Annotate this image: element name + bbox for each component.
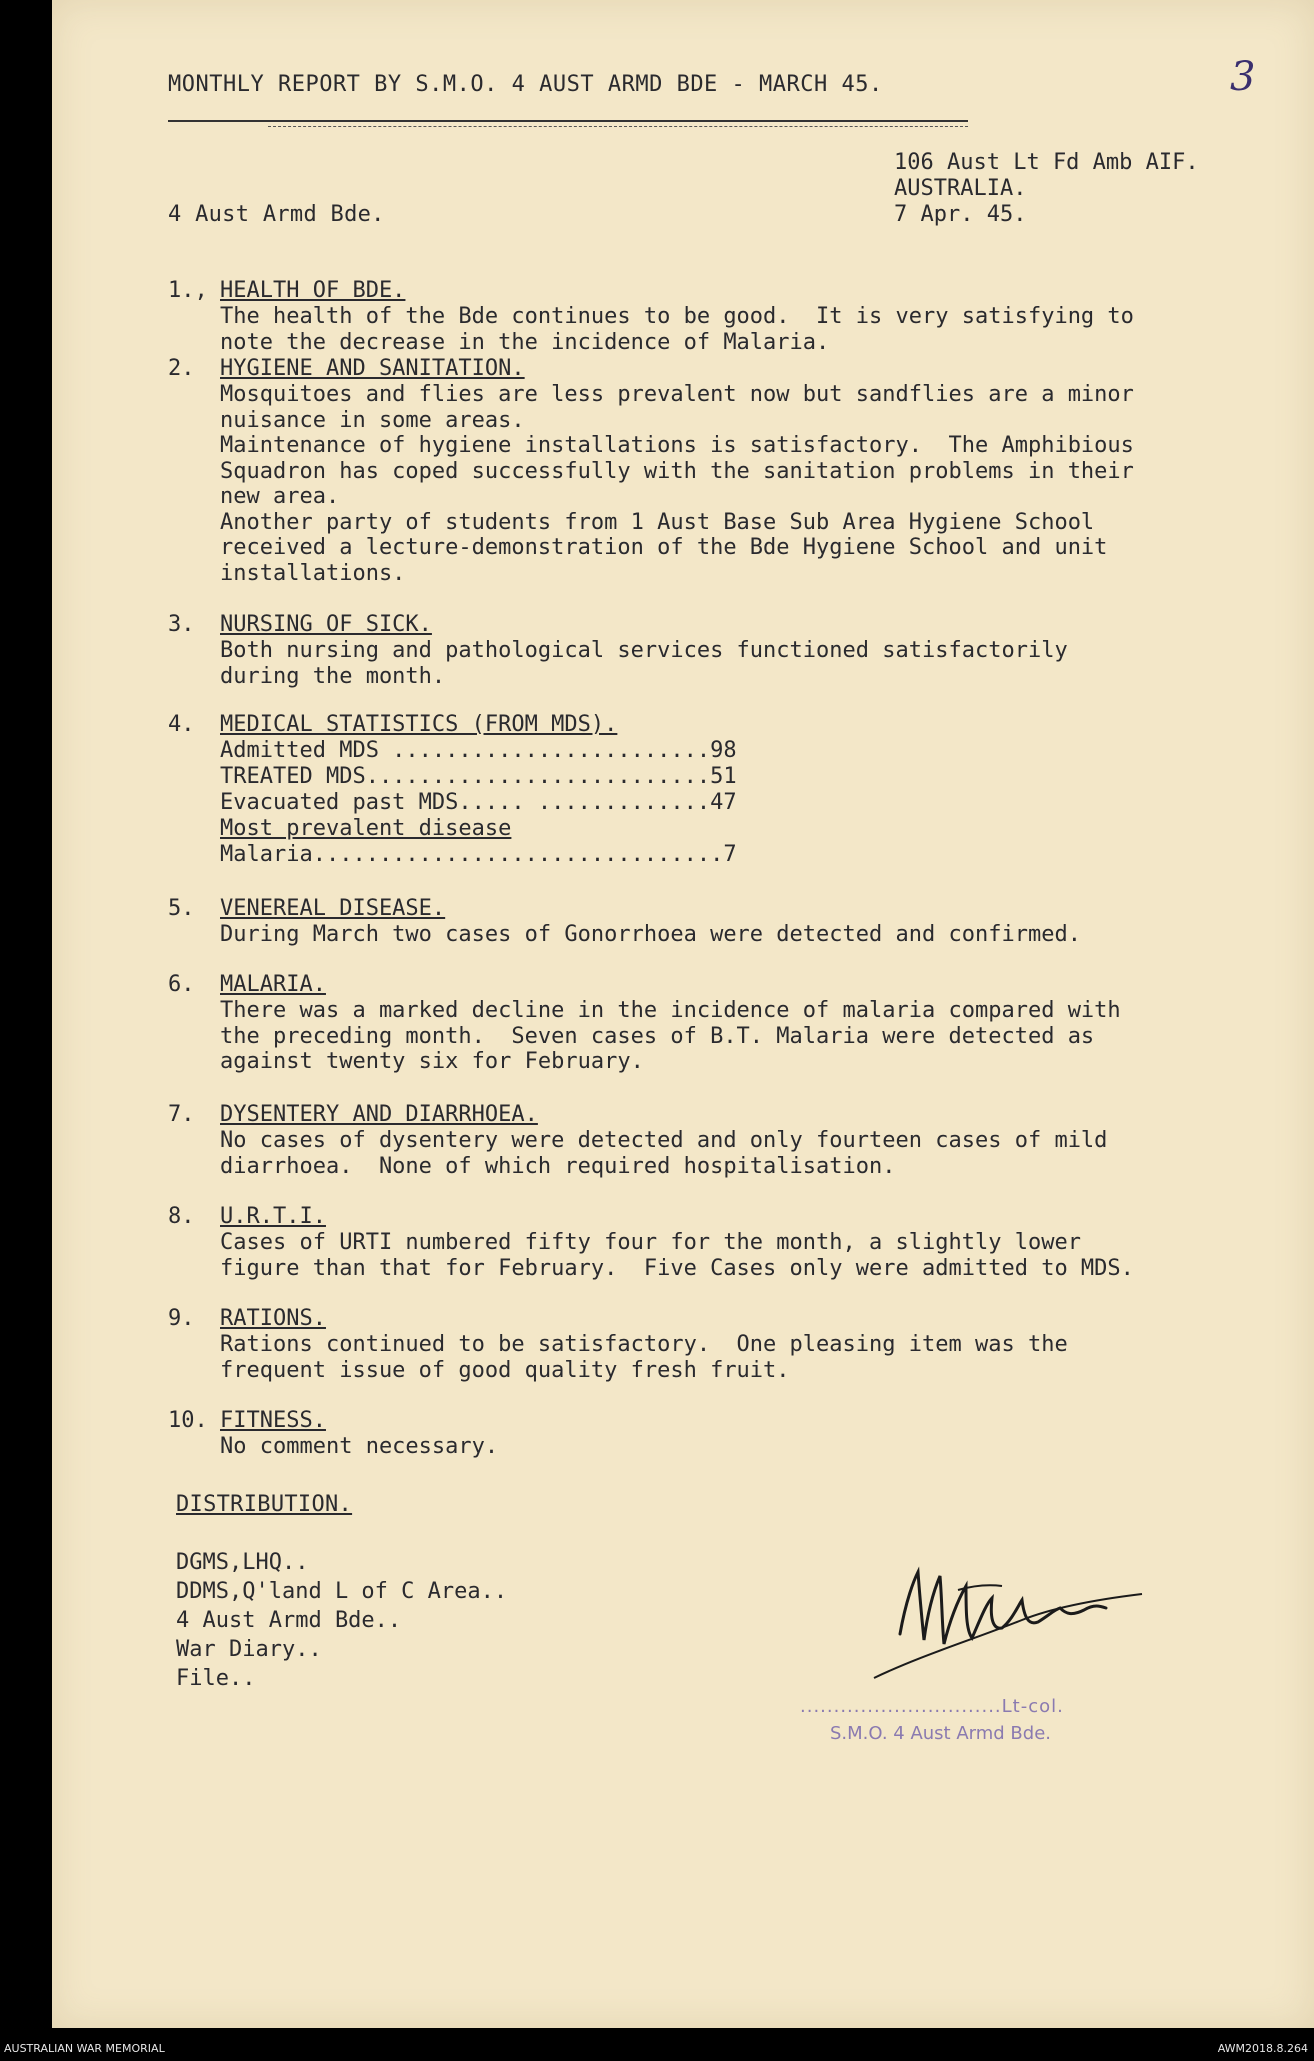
section-heading: MALARIA. xyxy=(220,972,326,997)
section-number: 6. xyxy=(168,972,195,997)
section-body: Mosquitoes and flies are less prevalent now but sandflies are a minor nuisance in some areas. Maintenance of hygiene installations is satisfactory. The Amphibious Squadron has coped successfully with the sanitation problems in their new area. Another party of students from 1 Aust Base Sub Area Hygiene School received a lecture-demonstration of the Bde Hygiene School and unit installations. xyxy=(220,382,1134,586)
document-page xyxy=(52,0,1314,2028)
distribution-list xyxy=(176,1548,507,1693)
section-body: The health of the Bde continues to be good. It is very satisfying to note the decrease in the incidence of Malaria. xyxy=(220,304,1134,355)
section-body: Rations continued to be satisfactory. One pleasing item was the frequent issue of good quality fresh fruit. xyxy=(220,1332,1068,1383)
section-heading: VENEREAL DISEASE. xyxy=(220,896,446,921)
title-rule xyxy=(168,120,968,122)
report-title: MONTHLY REPORT BY S.M.O. 4 AUST ARMD BDE - MARCH 45. xyxy=(168,72,883,97)
section-heading: U.R.T.I. xyxy=(220,1204,326,1229)
section-body: No cases of dysentery were detected and only fourteen cases of mild diarrhoea. None of which required hospitalisation. xyxy=(220,1128,1108,1179)
stat-admitted: Admitted MDS ........................98 xyxy=(220,738,737,763)
section-number: 9. xyxy=(168,1306,195,1331)
distribution-title: DISTRIBUTION. xyxy=(176,1492,353,1517)
rubber-stamp xyxy=(800,1696,1064,1744)
handwritten-signature xyxy=(862,1560,1162,1690)
sender-country: AUSTRALIA. xyxy=(894,176,1027,201)
section-heading: HEALTH OF BDE. xyxy=(220,278,406,303)
sender-block xyxy=(894,150,1199,228)
section-number: 5. xyxy=(168,896,195,921)
sender-unit: 106 Aust Lt Fd Amb AIF. xyxy=(894,150,1199,175)
section-heading: RATIONS. xyxy=(220,1306,326,1331)
recipient-unit: 4 Aust Armd Bde. xyxy=(168,202,385,227)
section-body: During March two cases of Gonorrhoea were detected and confirmed. xyxy=(220,922,1081,947)
stat-malaria: Malaria...............................7 xyxy=(220,842,737,867)
section-heading: DYSENTERY AND DIARRHOEA. xyxy=(220,1102,538,1127)
section-heading: NURSING OF SICK. xyxy=(220,612,432,637)
stamp-signature-line: ..............................Lt-col. xyxy=(800,1696,1064,1717)
section-body: There was a marked decline in the incidence of malaria compared with the preceding month. Seven cases of B.T. Malaria were detected as against twenty six for February. xyxy=(220,998,1121,1074)
distribution-item: 4 Aust Armd Bde.. xyxy=(176,1608,402,1633)
stat-treated: TREATED MDS..........................51 xyxy=(220,764,737,789)
section-heading: HYGIENE AND SANITATION. xyxy=(220,356,525,381)
handwritten-page-number: 3 xyxy=(1230,54,1256,100)
section-body: Cases of URTI numbered fifty four for the month, a slightly lower figure than that for February. Five Cases only were admitted to MDS. xyxy=(220,1230,1134,1281)
section-heading: MEDICAL STATISTICS (FROM MDS). xyxy=(220,712,618,737)
stamp-title: S.M.O. 4 Aust Armd Bde. xyxy=(830,1723,1051,1744)
section-number: 2. xyxy=(168,356,195,381)
section-body: Both nursing and pathological services functioned satisfactorily during the month. xyxy=(220,638,1068,689)
section-number: 3. xyxy=(168,612,195,637)
distribution-item: DGMS,LHQ.. xyxy=(176,1550,309,1575)
section-number: 1., xyxy=(168,278,208,303)
stat-evacuated: Evacuated past MDS..... .............47 xyxy=(220,790,737,815)
footer-source: AUSTRALIAN WAR MEMORIAL xyxy=(4,2042,165,2055)
distribution-item: DDMS,Q'land L of C Area.. xyxy=(176,1579,508,1604)
section-number: 7. xyxy=(168,1102,195,1127)
distribution-item: War Diary.. xyxy=(176,1637,322,1662)
report-date: 7 Apr. 45. xyxy=(894,202,1027,227)
distribution-item: File.. xyxy=(176,1666,256,1691)
stat-most-prevalent-label: Most prevalent disease xyxy=(220,816,512,841)
title-rule-dashed xyxy=(268,126,968,127)
section-body: No comment necessary. xyxy=(220,1434,499,1459)
archive-footer xyxy=(0,2028,1314,2061)
section-heading: FITNESS. xyxy=(220,1408,326,1433)
section-number: 4. xyxy=(168,712,195,737)
section-number: 10. xyxy=(168,1408,208,1433)
footer-reference: AWM2018.8.264 xyxy=(1217,2042,1308,2055)
section-number: 8. xyxy=(168,1204,195,1229)
